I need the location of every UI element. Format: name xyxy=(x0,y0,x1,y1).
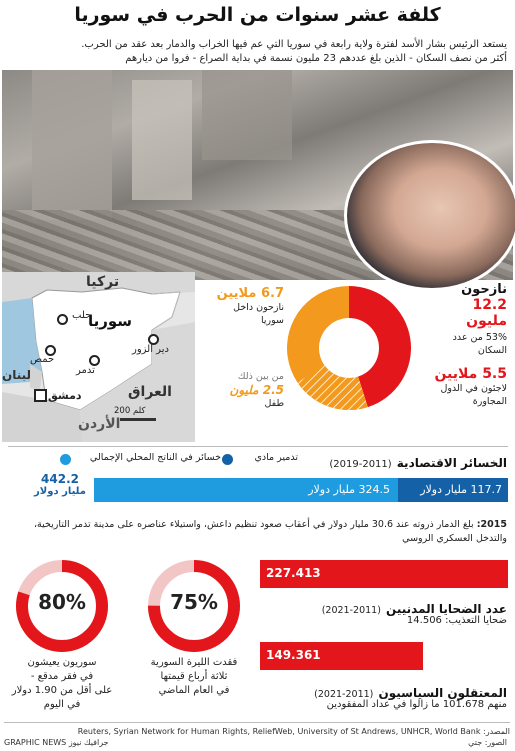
detainees-value: 149.361 xyxy=(266,648,321,662)
poverty-caption-1: سوريون يعيشون xyxy=(27,657,97,668)
children-value: 2.5 مليون xyxy=(229,383,284,397)
displaced-heading: نازحون xyxy=(461,282,507,297)
intro-line-1: يستعد الرئيس بشار الأسد لفترة ولاية رابعة في سوريا التي عم فيها الخراب والدمار بعد عقد من الحرب. xyxy=(81,39,507,50)
map-label-syria: سوريا xyxy=(88,312,133,330)
economic-note-year: 2015: xyxy=(476,519,507,530)
economic-heading: الخسائر الاقتصادية xyxy=(396,456,507,470)
currency-caption-2: ثلاثة أرباع قيمتها xyxy=(160,671,228,682)
internal-block xyxy=(200,286,284,327)
economic-total-unit: مليار دولار xyxy=(34,486,86,497)
footer-source: المصدر: Reuters, Syrian Network for Human Rights, ReliefWeb, University of St Andrews, UNHCR, World Bank xyxy=(77,727,510,736)
city-label-palmyra: تدمر xyxy=(76,365,95,376)
detainees-bar xyxy=(260,642,423,670)
poverty-caption-2: في فقر مدقع - xyxy=(30,671,94,682)
poverty-caption-3: على أقل من 1.90 دولار xyxy=(11,685,113,696)
city-label-deir-ez-zor: دير الزور xyxy=(132,344,169,355)
donut-chart xyxy=(286,285,412,411)
bar-gdp-label: 324.5 مليار دولار xyxy=(308,483,390,496)
currency-caption-1: فقدت الليرة السورية xyxy=(150,657,238,668)
bar-physical-label: 117.7 مليار دولار xyxy=(420,483,502,496)
map-label-jordan: الأردن xyxy=(78,416,121,432)
capital-marker-damascus xyxy=(34,389,47,402)
city-dot-aleppo xyxy=(57,314,68,325)
economic-total-value: 442.2 xyxy=(41,472,79,486)
civilians-torture: ضحايا التعذيب: 14.506 xyxy=(406,615,507,626)
intro-text xyxy=(7,38,507,66)
economic-note-text: بلغ الدمار ذروته عند 30.6 مليار دولار في أعقاب صعود تنظيم داعش، واستيلاء عناصره على مدينة تدمر التاريخية، والتدخل العسكري الروسي xyxy=(33,519,507,544)
map-label-lebanon: لبنان xyxy=(2,368,32,382)
footer-photo-credit: الصور: جتي xyxy=(468,738,507,747)
page-title: كلفة عشر سنوات من الحرب في سوريا xyxy=(74,4,441,26)
bar-gdp xyxy=(94,478,398,502)
detainees-heading: المعتقلون السياسيون xyxy=(378,686,507,700)
internal-value: 6.7 ملايين xyxy=(216,286,284,301)
intro-line-2: أكثر من نصف السكان - الذين بلغ عددهم 23 مليون نسمة في بداية الصراع - فروا من ديارهم xyxy=(125,53,507,64)
displaced-total-note: 53% من عدد السكان xyxy=(452,332,507,356)
detainees-period: (2011-2021) xyxy=(314,689,374,700)
bar-physical xyxy=(398,478,508,502)
displaced-total-value: 12.2 مليون xyxy=(466,297,507,329)
refugees-value: 5.5 ملايين xyxy=(434,366,507,382)
currency-caption-3: في العام الماضي xyxy=(158,685,230,696)
footer-credit: GRAPHIC NEWS جرافيك نيوز xyxy=(4,738,109,747)
refugees-block xyxy=(411,366,507,408)
city-label-aleppo: حلب xyxy=(72,310,92,321)
legend-gdp-label: خسائر في الناتج المحلي الإجمالي xyxy=(89,452,221,463)
currency-caption xyxy=(134,656,254,698)
economic-note xyxy=(7,518,507,546)
refugees-note-2: المجاورة xyxy=(472,396,507,407)
map-label-turkey: تركيا xyxy=(86,274,120,290)
section-divider xyxy=(8,446,508,447)
legend-physical-label: تدمير مادي xyxy=(254,452,298,463)
refugees-note-1: لاجئون في الدول xyxy=(440,383,507,394)
footer-divider xyxy=(4,722,510,723)
children-note-1: من بين ذلك xyxy=(237,371,284,382)
poverty-caption xyxy=(2,656,122,712)
currency-percent: 75% xyxy=(170,590,218,614)
legend-physical-marker xyxy=(222,454,236,466)
economic-stacked-bar xyxy=(94,478,508,504)
civilians-bar xyxy=(260,560,508,588)
displaced-donut xyxy=(286,285,412,411)
economic-period: (2011-2019) xyxy=(329,459,392,470)
scale-label: 200 كلم xyxy=(114,406,146,416)
map-label-iraq: العراق xyxy=(128,384,172,400)
legend-physical-dot xyxy=(222,454,233,465)
internal-note-2: سوريا xyxy=(261,315,284,326)
civilians-bar-track xyxy=(260,560,508,588)
poverty-percent: 80% xyxy=(38,590,86,614)
legend-gdp-marker xyxy=(60,454,74,466)
poverty-caption-4: في اليوم xyxy=(43,699,81,710)
ruined-building xyxy=(132,80,192,200)
detainees-missing: منهم 101.678 ما زالوا في عداد المفقودين xyxy=(326,699,507,710)
displaced-total-block xyxy=(427,282,507,357)
civilians-value: 227.413 xyxy=(266,566,321,580)
internal-note-1: نازحون داخل xyxy=(233,302,284,313)
economic-total xyxy=(28,472,92,497)
detainees-bar-track xyxy=(260,642,508,670)
civilians-heading: عدد الضحايا المدنيين xyxy=(386,602,507,616)
civilians-period: (2011-2021) xyxy=(321,605,381,616)
children-block xyxy=(200,370,284,410)
city-label-damascus: دمشق xyxy=(48,389,82,402)
city-label-homs: حمص xyxy=(30,354,55,365)
assad-portrait xyxy=(344,140,515,291)
children-note-2: طفل xyxy=(264,398,284,409)
ruined-building xyxy=(32,70,112,220)
syria-map xyxy=(2,272,195,442)
ruined-building xyxy=(202,70,292,160)
legend-gdp-dot xyxy=(60,454,71,465)
scale-bar xyxy=(120,418,156,421)
